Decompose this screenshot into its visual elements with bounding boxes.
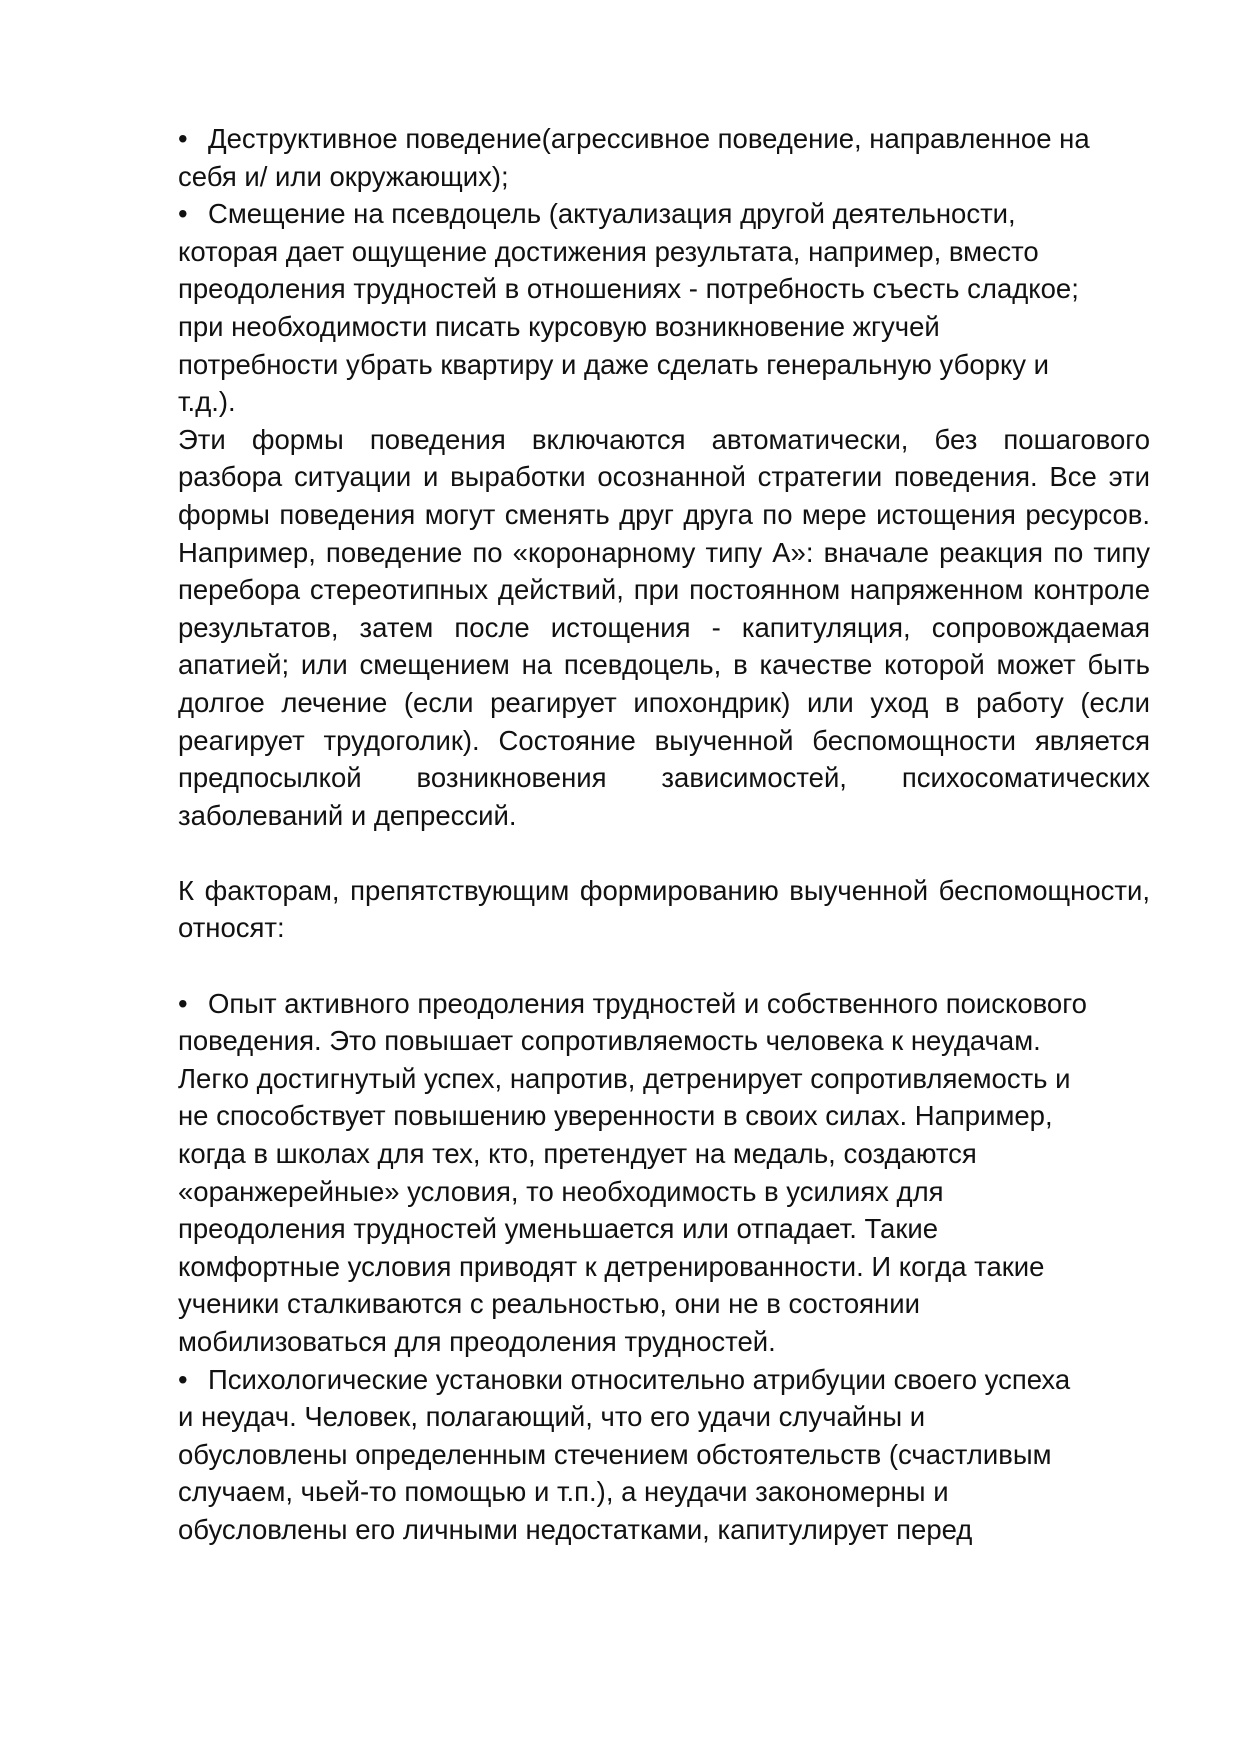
paragraph-factors-intro: К факторам, препятствующим формированию выученной беспомощности, относят: [178,874,1150,944]
paragraph-text: Психологические установки относительно атрибуции своего успеха и неудач. Человек, полагающий, что его удачи случайны и обусловлены определенным стечением обстоятельств (счастливым случаем, чьей-то помощью и т.п.), а неудачи закономерны и обусловлены его личными недостатками, капитулирует перед [178,1363,1071,1545]
paragraph-text: Деструктивное поведение(агрессивное поведение, направленное на себя и/ или окружающих); [178,123,1090,192]
bullet-paragraph-active-experience [178,985,1150,1361]
bullet-icon: • [178,987,188,1019]
bullet-icon: • [178,1363,188,1395]
bullet-paragraph-destructive [178,120,1150,195]
bullet-icon: • [178,198,188,230]
paragraph-text: Опыт активного преодоления трудностей и собственного поискового поведения. Это повышает сопротивляемость человека к неудачам. Легко достигнутый успех, напротив, детренирует сопротивляемость и не способствует повышению уверенности в своих силах. Например, когда в школах для тех, кто, претендует на медаль, создаются «оранжерейные» условия, то необходимость в усилиях для преодоления трудностей уменьшается или отпадает. Такие комфортные условия приводят к детренированности. И когда такие ученики сталкиваются с реальностью, они не в состоянии мобилизоваться для преодоления трудностей. [178,987,1087,1357]
paragraph-gap [178,947,1150,985]
bullet-paragraph-pseudogoal [178,195,1150,421]
document-body [178,120,1150,1549]
paragraph-gap [178,834,1150,872]
bullet-icon: • [178,123,188,154]
paragraph-behavior-forms: Эти формы поведения включаются автоматически, без пошагового разбора ситуации и выработки осознанной стратегии поведения. Все эти формы поведения могут сменять друг друга по мере истощения ресурсов. Например, поведение по «коронарному типу А»: вначале реакция по типу перебора стереотипных действий, при постоянном напряженном контроле результатов, затем после истощения - капитуляция, сопровождаемая апатией; или смещением на псевдоцель, в качестве которой может быть долгое лечение (если реагирует ипохондрик) или уход в работу (если реагирует трудоголик). Состояние выученной беспомощности является предпосылкой возникновения зависимостей, психосоматических заболеваний и депрессий. [178,423,1150,831]
bullet-paragraph-attribution [178,1361,1150,1549]
paragraph-text: Смещение на псевдоцель (актуализация другой деятельности, которая дает ощущение достижения результата, например, вместо преодоления трудностей в отношениях - потребность съесть сладкое; при необходимости писать курсовую возникновение жгучей потребности убрать квартиру и даже сделать генеральную уборку и т.д.). [178,198,1079,418]
